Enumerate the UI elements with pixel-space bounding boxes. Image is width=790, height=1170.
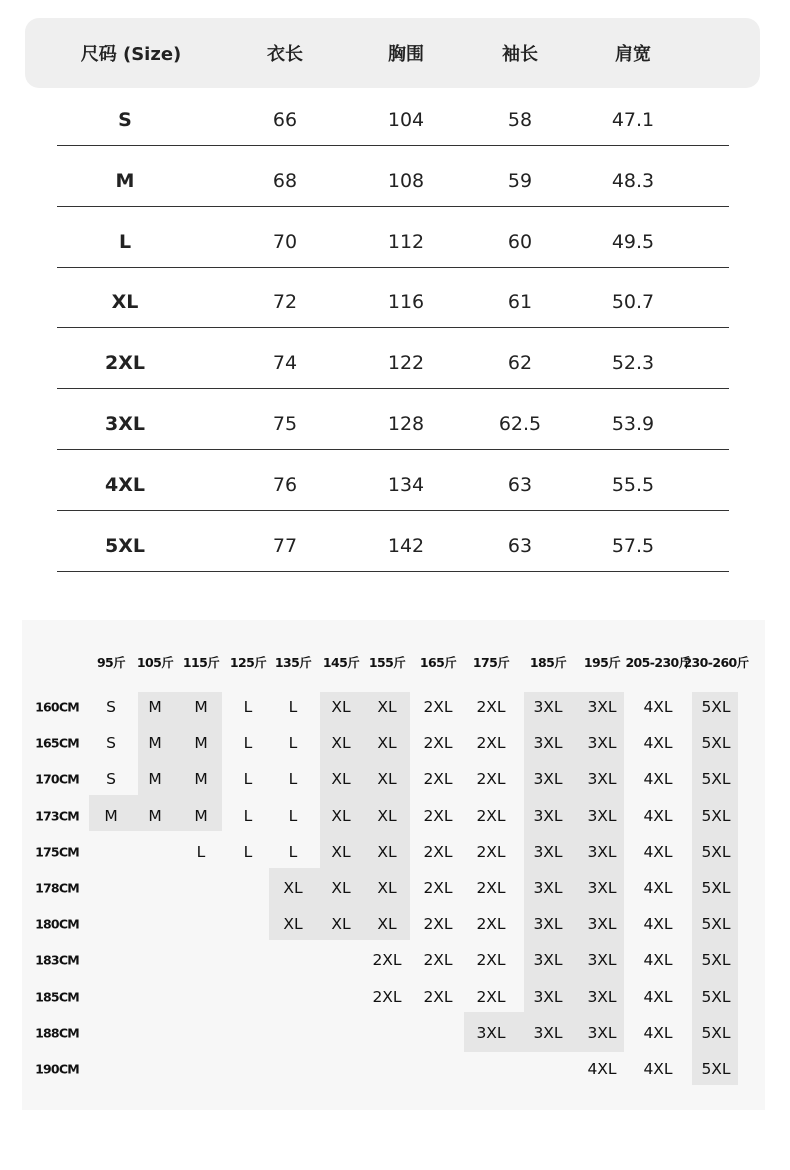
size-cell: 2XL [476,987,506,1006]
table-cell: 112 [387,230,425,253]
size-cell: 3XL [533,698,563,716]
column-header: 肩宽 [615,44,651,65]
size-cell: 4XL [643,1060,673,1078]
row-divider [57,327,729,328]
size-cell: 2XL [476,842,506,861]
table-cell: 63 [507,534,533,557]
row-divider [57,388,729,389]
size-cell: M [194,806,208,825]
size-cell: 2XL [476,915,506,934]
size-cell: 3XL [533,734,563,753]
row-divider [57,449,729,450]
size-cell: 4XL [643,915,673,934]
weight-header: 195斤 [583,655,621,670]
size-cell: M [194,770,208,789]
size-cell: XL [377,770,397,789]
size-cell: 3XL [587,1023,617,1042]
size-cell: 3XL [587,698,617,716]
height-label: 170CM [35,771,79,787]
table-cell: 122 [387,352,425,375]
height-label: 165CM [35,735,79,751]
size-cell: 5XL [701,951,731,970]
table-cell: 57.5 [611,534,655,557]
size-cell: 4XL [643,1023,673,1042]
size-cell: 2XL [476,698,506,716]
size-cell: 4XL [643,987,673,1006]
size-cell: L [288,770,298,789]
size-cell: XL [377,734,397,753]
height-label: 183CM [35,952,79,968]
size-cell: 3XL [587,734,617,753]
size-cell: 5XL [701,698,731,716]
column-header: 尺码 (Size) [80,44,182,65]
size-cell: 2XL [476,806,506,825]
size-label: 3XL [105,413,145,435]
size-cell: 2XL [423,770,453,789]
size-cell: 3XL [533,1023,563,1042]
size-cell: 5XL [701,770,731,789]
size-cell: L [243,770,253,789]
height-label: 160CM [35,699,79,715]
size-cell: 5XL [701,842,731,861]
size-cell: 3XL [533,770,563,789]
table-cell: 53.9 [611,413,655,435]
size-cell: M [148,734,162,753]
size-cell: M [194,734,208,753]
size-cell: 5XL [701,915,731,934]
size-cell: L [288,698,298,716]
size-label: M [115,169,135,192]
height-label: 175CM [35,844,79,860]
size-cell: 3XL [476,1023,506,1042]
size-cell: 3XL [587,915,617,934]
size-cell: 2XL [423,915,453,934]
table-cell: 66 [272,109,298,131]
table-cell: 61 [507,291,533,314]
size-cell: 3XL [587,879,617,897]
size-cell: 2XL [476,879,506,897]
size-cell: XL [283,879,303,897]
height-label: 190CM [35,1061,79,1077]
row-divider [57,571,729,572]
size-cell: 3XL [533,806,563,825]
size-label: 4XL [105,473,145,496]
table-cell: 128 [387,413,425,435]
height-label: 173CM [35,808,79,824]
table-cell: 58 [507,109,533,131]
table-cell: 68 [272,169,298,192]
size-cell: XL [377,806,397,825]
size-cell: 2XL [423,734,453,753]
size-cell: 4XL [643,734,673,753]
size-cell: S [106,734,116,753]
size-cell: 5XL [701,806,731,825]
size-cell: XL [377,698,397,716]
row-divider [57,510,729,511]
column-header: 胸围 [388,44,424,65]
weight-header: 165斤 [419,655,457,670]
size-cell: 2XL [423,842,453,861]
size-cell: XL [331,806,351,825]
table-cell: 75 [272,413,298,435]
size-cell: XL [331,734,351,753]
table-cell: 134 [387,473,425,496]
weight-header: 95斤 [96,655,126,670]
size-cell: 3XL [587,987,617,1006]
size-cell: 5XL [701,987,731,1006]
size-cell: 3XL [587,806,617,825]
size-label: L [118,230,132,253]
size-cell: 3XL [533,987,563,1006]
size-cell: XL [377,879,397,897]
size-cell: 5XL [701,734,731,753]
table-cell: 48.3 [611,169,655,192]
weight-header: 185斤 [529,655,567,670]
weight-header: 125斤 [229,655,267,670]
table-cell: 49.5 [611,230,655,253]
height-label: 180CM [35,916,79,932]
size-cell: 3XL [533,915,563,934]
size-cell: L [243,734,253,753]
size-cell: 4XL [587,1060,617,1078]
size-cell: 3XL [587,951,617,970]
size-label: XL [111,291,139,314]
size-cell: S [106,770,116,789]
size-cell: XL [331,770,351,789]
row-divider [57,145,729,146]
row-divider [57,267,729,268]
size-cell: XL [377,842,397,861]
table-cell: 72 [272,291,298,314]
column-header: 袖长 [502,44,538,65]
size-cell: 2XL [423,879,453,897]
row-divider [57,206,729,207]
size-label: 5XL [105,534,145,557]
size-cell: L [288,734,298,753]
size-cell: 3XL [533,951,563,970]
height-label: 178CM [35,880,79,896]
table-cell: 62.5 [498,413,542,435]
size-cell: 5XL [701,879,731,897]
size-cell: 4XL [643,842,673,861]
size-label: S [118,109,132,131]
weight-header: 230-260斤 [683,655,749,670]
size-cell: 3XL [533,842,563,861]
size-cell: 4XL [643,770,673,789]
size-cell: 2XL [476,734,506,753]
table-cell: 62 [507,352,533,375]
size-cell: M [194,698,208,716]
size-cell: 2XL [372,951,402,970]
weight-header: 115斤 [182,655,220,670]
size-cell: M [104,806,118,825]
size-cell: 4XL [643,879,673,897]
table-cell: 142 [387,534,425,557]
size-cell: L [288,842,298,861]
size-cell: L [243,806,253,825]
size-cell: XL [377,915,397,934]
weight-header: 205-230斤 [625,655,691,670]
table-cell: 116 [387,291,425,314]
size-cell: 2XL [476,770,506,789]
weight-header: 155斤 [368,655,406,670]
size-cell: 2XL [423,806,453,825]
size-cell: M [148,806,162,825]
size-cell: XL [331,915,351,934]
size-cell: 4XL [643,806,673,825]
table-cell: 63 [507,473,533,496]
weight-header: 105斤 [136,655,174,670]
size-cell: 4XL [643,698,673,716]
table-cell: 70 [272,230,298,253]
table-cell: 77 [272,534,298,557]
table-cell: 76 [272,473,298,496]
size-cell: XL [283,915,303,934]
table-cell: 59 [507,169,533,192]
size-cell: 2XL [476,951,506,970]
table-cell: 52.3 [611,352,655,375]
size-cell: XL [331,698,351,716]
table-cell: 60 [507,230,533,253]
column-header: 衣长 [267,44,303,65]
table-cell: 74 [272,352,298,375]
size-cell: 3XL [587,770,617,789]
size-cell: 3XL [587,842,617,861]
size-label: 2XL [105,352,145,375]
table-cell: 108 [387,169,425,192]
size-cell: L [243,698,253,716]
table-cell: 47.1 [611,109,655,131]
size-cell: XL [331,842,351,861]
table-cell: 50.7 [611,291,655,314]
size-cell: M [148,698,162,716]
size-cell: XL [331,879,351,897]
size-cell: 2XL [372,987,402,1006]
size-cell: 2XL [423,987,453,1006]
size-cell: L [196,842,206,861]
size-cell: L [288,806,298,825]
size-cell: 5XL [701,1060,731,1078]
table-cell: 55.5 [611,473,655,496]
height-label: 188CM [35,1025,79,1041]
table-cell: 104 [387,109,425,131]
weight-header: 145斤 [322,655,360,670]
size-cell: 4XL [643,951,673,970]
size-cell: L [243,842,253,861]
size-cell: S [106,698,116,716]
size-cell: M [148,770,162,789]
weight-header: 175斤 [472,655,510,670]
size-cell: 2XL [423,951,453,970]
size-cell: 3XL [533,879,563,897]
size-cell: 5XL [701,1023,731,1042]
size-cell: 2XL [423,698,453,716]
weight-header: 135斤 [274,655,312,670]
height-label: 185CM [35,989,79,1005]
